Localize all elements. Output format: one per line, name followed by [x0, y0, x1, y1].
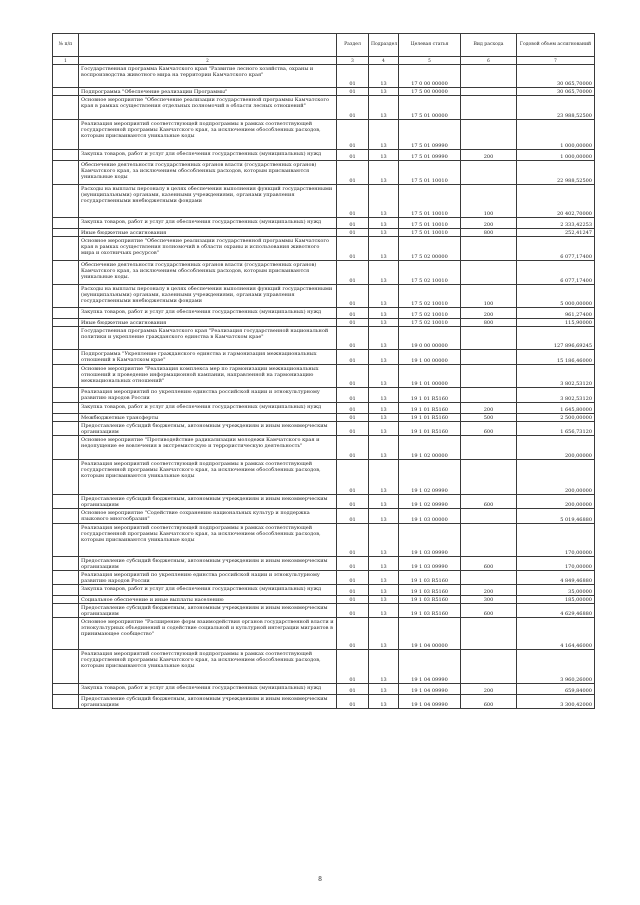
row-number-cell [53, 684, 79, 695]
row-number-cell [53, 388, 79, 403]
row-expense-type-cell: 600 [461, 557, 517, 571]
row-name-cell: Предоставление субсидий бюджетным, автономным учреждениям и иным некоммерческим организациям [79, 495, 337, 509]
row-amount-cell: 2 333,42253 [517, 218, 595, 229]
row-amount-cell: 3 802,53120 [517, 365, 595, 388]
row-expense-type-cell [461, 460, 517, 495]
row-number-cell [53, 327, 79, 350]
row-target-cell: 17 5 01 10010 [399, 161, 461, 185]
row-podrazdel-cell: 13 [369, 96, 399, 120]
row-name-cell: Государственная программа Камчатского края "Развитие лесного хозяйства, охраны и воспроизводства животного мира на территории Камчатского края" [79, 65, 337, 88]
table-row [53, 684, 595, 695]
row-name-cell: Закупка товаров, работ и услуг для обеспечения государственных (муниципальных) нужд [79, 585, 337, 596]
row-number-cell [53, 319, 79, 327]
row-name-cell: Реализация мероприятий соответствующей подпрограммы в рамках соответствующей государственной программы Камчатского края, за исключением обособленных расходов, которым присваиваются уникальные коды [79, 650, 337, 684]
row-expense-type-cell [461, 365, 517, 388]
row-target-cell: 17 5 02 10010 [399, 261, 461, 285]
table-row [53, 618, 595, 650]
row-razdel-cell: 01 [337, 403, 369, 414]
row-razdel-cell: 01 [337, 557, 369, 571]
row-razdel-cell: 01 [337, 185, 369, 218]
row-target-cell: 19 1 02 00000 [399, 436, 461, 460]
row-expense-type-cell [461, 96, 517, 120]
row-podrazdel-cell: 13 [369, 596, 399, 604]
row-expense-type-cell: 500 [461, 414, 517, 422]
header-number: № п/п [53, 34, 79, 57]
row-razdel-cell: 01 [337, 695, 369, 709]
row-amount-cell: 659,84000 [517, 684, 595, 695]
row-razdel-cell: 01 [337, 495, 369, 509]
table-row [53, 604, 595, 618]
row-name-cell: Подпрограмма "Укрепление гражданского единства и гармонизация межнациональных отношений в Камчатском крае" [79, 350, 337, 365]
row-razdel-cell: 01 [337, 229, 369, 237]
row-expense-type-cell: 600 [461, 695, 517, 709]
row-amount-cell: 4 164,46000 [517, 618, 595, 650]
row-podrazdel-cell: 13 [369, 695, 399, 709]
table-row [53, 150, 595, 161]
row-number-cell [53, 308, 79, 319]
table-row [53, 285, 595, 308]
row-target-cell: 17 5 01 10010 [399, 218, 461, 229]
row-name-cell: Основное мероприятие "Обеспечение реализации государственной программы Камчатского края в рамках осуществления отдельных полномочий в области лесных отношений" [79, 96, 337, 120]
table-row [53, 327, 595, 350]
row-number-cell [53, 695, 79, 709]
row-razdel-cell: 01 [337, 414, 369, 422]
column-number: 7 [517, 57, 595, 65]
row-name-cell: Закупка товаров, работ и услуг для обеспечения государственных (муниципальных) нужд [79, 684, 337, 695]
row-amount-cell: 30 065,70000 [517, 88, 595, 96]
row-target-cell: 19 1 02 09990 [399, 495, 461, 509]
row-target-cell: 19 1 01 R5160 [399, 403, 461, 414]
row-target-cell: 19 1 00 00000 [399, 350, 461, 365]
row-expense-type-cell: 100 [461, 285, 517, 308]
row-razdel-cell: 01 [337, 327, 369, 350]
row-target-cell: 17 5 02 10010 [399, 308, 461, 319]
row-target-cell: 17 5 01 09990 [399, 120, 461, 150]
table-row [53, 319, 595, 327]
table-row [53, 237, 595, 261]
row-target-cell: 19 1 03 09990 [399, 557, 461, 571]
row-podrazdel-cell: 13 [369, 571, 399, 585]
table-row [53, 350, 595, 365]
row-expense-type-cell: 100 [461, 185, 517, 218]
row-target-cell: 17 5 01 10010 [399, 229, 461, 237]
row-name-cell: Подпрограмма "Обеспечение реализации Программы" [79, 88, 337, 96]
table-row [53, 460, 595, 495]
row-target-cell: 19 1 01 R5160 [399, 388, 461, 403]
row-name-cell: Основное мероприятие "Реализация комплекса мер по гармонизации межнациональных отношений и проведение информационной кампании, направленной на гармонизацию межнациональных отношений" [79, 365, 337, 388]
row-podrazdel-cell: 13 [369, 285, 399, 308]
row-amount-cell: 252,41247 [517, 229, 595, 237]
row-podrazdel-cell: 13 [369, 585, 399, 596]
row-number-cell [53, 414, 79, 422]
row-amount-cell: 5 000,00000 [517, 285, 595, 308]
row-expense-type-cell: 300 [461, 596, 517, 604]
row-expense-type-cell [461, 509, 517, 524]
row-razdel-cell: 01 [337, 684, 369, 695]
row-expense-type-cell [461, 618, 517, 650]
row-name-cell: Расходы на выплаты персоналу в целях обеспечения выполнения функций государственными (муниципальными) органами, казенными учреждениями, органами управления государственными внебюджетными фондами [79, 185, 337, 218]
row-target-cell: 19 1 04 09990 [399, 684, 461, 695]
row-expense-type-cell: 600 [461, 422, 517, 436]
row-amount-cell: 1 000,00000 [517, 120, 595, 150]
table-row [53, 96, 595, 120]
row-target-cell: 17 5 01 10010 [399, 185, 461, 218]
row-expense-type-cell [461, 388, 517, 403]
row-razdel-cell: 01 [337, 509, 369, 524]
table-row [53, 161, 595, 185]
row-target-cell: 17 5 01 00000 [399, 96, 461, 120]
row-number-cell [53, 436, 79, 460]
table-row [53, 229, 595, 237]
row-podrazdel-cell: 13 [369, 604, 399, 618]
row-number-cell [53, 557, 79, 571]
row-amount-cell: 4 849,46880 [517, 571, 595, 585]
column-number: 6 [461, 57, 517, 65]
table-row [53, 422, 595, 436]
row-name-cell: Закупка товаров, работ и услуг для обеспечения государственных (муниципальных) нужд [79, 308, 337, 319]
row-number-cell [53, 218, 79, 229]
table-row [53, 120, 595, 150]
row-number-cell [53, 596, 79, 604]
row-expense-type-cell [461, 524, 517, 557]
row-amount-cell: 200,00000 [517, 436, 595, 460]
row-amount-cell: 127 896,69245 [517, 327, 595, 350]
row-name-cell: Социальное обеспечение и иные выплаты населению [79, 596, 337, 604]
row-amount-cell: 5 019,46880 [517, 509, 595, 524]
row-name-cell: Расходы на выплаты персоналу в целях обеспечения выполнения функций государственными (муниципальными) органами, казенными учреждениями, органами управления государственными внебюджетными фондами [79, 285, 337, 308]
row-name-cell: Предоставление субсидий бюджетным, автономным учреждениям и иным некоммерческим организациям [79, 422, 337, 436]
row-podrazdel-cell: 13 [369, 185, 399, 218]
row-target-cell: 19 1 03 R5160 [399, 571, 461, 585]
row-number-cell [53, 618, 79, 650]
table-row [53, 185, 595, 218]
row-amount-cell: 6 077,17400 [517, 261, 595, 285]
table-row [53, 403, 595, 414]
row-number-cell [53, 571, 79, 585]
row-name-cell: Предоставление субсидий бюджетным, автономным учреждениям и иным некоммерческим организациям [79, 604, 337, 618]
row-number-cell [53, 261, 79, 285]
row-amount-cell: 2 500,00000 [517, 414, 595, 422]
row-razdel-cell: 01 [337, 524, 369, 557]
row-target-cell: 17 5 01 09990 [399, 150, 461, 161]
row-target-cell: 19 0 00 00000 [399, 327, 461, 350]
row-amount-cell: 1 000,00000 [517, 150, 595, 161]
row-number-cell [53, 96, 79, 120]
table-row [53, 261, 595, 285]
row-amount-cell: 961,27400 [517, 308, 595, 319]
row-razdel-cell: 01 [337, 261, 369, 285]
row-podrazdel-cell: 13 [369, 237, 399, 261]
header-expense-type: Вид расхода [461, 34, 517, 57]
row-name-cell: Предоставление субсидий бюджетным, автономным учреждениям и иным некоммерческим организациям [79, 695, 337, 709]
column-number: 2 [79, 57, 337, 65]
row-number-cell [53, 237, 79, 261]
row-number-cell [53, 509, 79, 524]
column-number: 3 [337, 57, 369, 65]
row-podrazdel-cell: 13 [369, 319, 399, 327]
row-podrazdel-cell: 13 [369, 422, 399, 436]
row-target-cell: 17 5 02 00000 [399, 237, 461, 261]
row-number-cell [53, 650, 79, 684]
row-podrazdel-cell: 13 [369, 403, 399, 414]
row-number-cell [53, 285, 79, 308]
row-amount-cell: 3 300,42000 [517, 695, 595, 709]
row-number-cell [53, 161, 79, 185]
table-row [53, 436, 595, 460]
row-target-cell: 19 1 04 00000 [399, 618, 461, 650]
row-target-cell: 19 1 01 R5160 [399, 414, 461, 422]
row-number-cell [53, 524, 79, 557]
row-podrazdel-cell: 13 [369, 557, 399, 571]
row-name-cell: Обеспечение деятельности государственных органов власти (государственных органов) Камчатского края, за исключением обособленных расходов, которым присваиваются уникальные коды [79, 161, 337, 185]
row-podrazdel-cell: 13 [369, 365, 399, 388]
row-podrazdel-cell: 13 [369, 120, 399, 150]
row-razdel-cell: 01 [337, 308, 369, 319]
header-name [79, 34, 337, 57]
row-expense-type-cell: 200 [461, 403, 517, 414]
row-podrazdel-cell: 13 [369, 350, 399, 365]
table-row [53, 557, 595, 571]
header-razdel: Раздел [337, 34, 369, 57]
row-target-cell: 19 1 03 R5160 [399, 596, 461, 604]
row-razdel-cell: 01 [337, 96, 369, 120]
table-row [53, 88, 595, 96]
table-row [53, 388, 595, 403]
row-amount-cell: 1 645,80000 [517, 403, 595, 414]
row-expense-type-cell: 600 [461, 604, 517, 618]
row-number-cell [53, 229, 79, 237]
row-amount-cell: 170,00000 [517, 557, 595, 571]
row-number-cell [53, 403, 79, 414]
row-podrazdel-cell: 13 [369, 495, 399, 509]
row-podrazdel-cell: 13 [369, 524, 399, 557]
row-target-cell: 17 5 00 00000 [399, 88, 461, 96]
row-amount-cell: 30 065,70000 [517, 65, 595, 88]
row-target-cell: 19 1 01 00000 [399, 365, 461, 388]
row-expense-type-cell: 800 [461, 319, 517, 327]
budget-sheet [52, 33, 594, 709]
row-razdel-cell: 01 [337, 618, 369, 650]
row-name-cell: Межбюджетные трансферты [79, 414, 337, 422]
row-razdel-cell: 01 [337, 218, 369, 229]
row-amount-cell: 1 656,73120 [517, 422, 595, 436]
row-razdel-cell: 01 [337, 436, 369, 460]
row-amount-cell: 170,00000 [517, 524, 595, 557]
table-row [53, 585, 595, 596]
row-expense-type-cell [461, 161, 517, 185]
row-name-cell: Закупка товаров, работ и услуг для обеспечения государственных (муниципальных) нужд [79, 403, 337, 414]
row-podrazdel-cell: 13 [369, 460, 399, 495]
row-number-cell [53, 585, 79, 596]
header-target: Целевая статья [399, 34, 461, 57]
table-row [53, 495, 595, 509]
row-name-cell: Основное мероприятие "Расширение форм взаимодействия органов государственной власти и этнокультурных объединений и содействие социальной и культурной интеграции мигрантов в принимающее сообщество" [79, 618, 337, 650]
row-name-cell: Реализация мероприятий соответствующей подпрограммы в рамках соответствующей государственной программы Камчатского края, за исключением обособленных расходов, которым присваиваются уникальные коды [79, 120, 337, 150]
row-number-cell [53, 422, 79, 436]
table-row [53, 65, 595, 88]
row-razdel-cell: 01 [337, 237, 369, 261]
row-number-cell [53, 460, 79, 495]
table-row [53, 571, 595, 585]
row-podrazdel-cell: 13 [369, 618, 399, 650]
row-amount-cell: 185,00000 [517, 596, 595, 604]
row-expense-type-cell [461, 327, 517, 350]
row-podrazdel-cell: 13 [369, 684, 399, 695]
row-podrazdel-cell: 13 [369, 150, 399, 161]
budget-table [52, 33, 595, 709]
row-podrazdel-cell: 13 [369, 650, 399, 684]
row-name-cell: Реализация мероприятий соответствующей подпрограммы в рамках соответствующей государственной программы Камчатского края, за исключением обособленных расходов, которым присваиваются уникальные коды [79, 460, 337, 495]
row-number-cell [53, 120, 79, 150]
row-name-cell: Государственная программа Камчатского края "Реализация государственной национальной политики и укрепление гражданского единства в Камчатском крае" [79, 327, 337, 350]
page-number: 8 [318, 876, 322, 883]
row-razdel-cell: 01 [337, 319, 369, 327]
row-expense-type-cell: 800 [461, 229, 517, 237]
row-target-cell: 19 1 02 09990 [399, 460, 461, 495]
column-number-row [53, 57, 595, 65]
row-razdel-cell: 01 [337, 161, 369, 185]
row-number-cell [53, 185, 79, 218]
header-podrazdel: Подраздел [369, 34, 399, 57]
row-expense-type-cell [461, 88, 517, 96]
row-name-cell: Закупка товаров, работ и услуг для обеспечения государственных (муниципальных) нужд [79, 218, 337, 229]
row-number-cell [53, 365, 79, 388]
row-podrazdel-cell: 13 [369, 229, 399, 237]
row-number-cell [53, 88, 79, 96]
row-amount-cell: 6 077,17400 [517, 237, 595, 261]
row-amount-cell: 23 988,52500 [517, 96, 595, 120]
row-podrazdel-cell: 13 [369, 414, 399, 422]
row-expense-type-cell [461, 65, 517, 88]
row-podrazdel-cell: 13 [369, 65, 399, 88]
row-name-cell: Реализация мероприятий соответствующей подпрограммы в рамках соответствующей государственной программы Камчатского края, за исключением обособленных расходов, которым присваиваются уникальные коды [79, 524, 337, 557]
row-name-cell: Иные бюджетные ассигнования [79, 229, 337, 237]
row-razdel-cell: 01 [337, 650, 369, 684]
row-podrazdel-cell: 13 [369, 308, 399, 319]
row-razdel-cell: 01 [337, 596, 369, 604]
row-amount-cell: 35,00000 [517, 585, 595, 596]
table-row [53, 509, 595, 524]
table-header-row [53, 34, 595, 57]
row-expense-type-cell [461, 350, 517, 365]
row-name-cell: Предоставление субсидий бюджетным, автономным учреждениям и иным некоммерческим организациям [79, 557, 337, 571]
header-amount: Годовой объем ассигнований [517, 34, 595, 57]
table-row [53, 524, 595, 557]
row-razdel-cell: 01 [337, 571, 369, 585]
row-target-cell: 19 1 04 09990 [399, 650, 461, 684]
column-number: 1 [53, 57, 79, 65]
row-razdel-cell: 01 [337, 585, 369, 596]
row-amount-cell: 3 960,26000 [517, 650, 595, 684]
row-target-cell: 19 1 04 09990 [399, 695, 461, 709]
row-razdel-cell: 01 [337, 422, 369, 436]
row-expense-type-cell [461, 650, 517, 684]
row-razdel-cell: 01 [337, 388, 369, 403]
row-podrazdel-cell: 13 [369, 509, 399, 524]
table-row [53, 695, 595, 709]
row-name-cell: Основное мероприятие "Содействие сохранению национальных культур и поддержка языкового многообразия" [79, 509, 337, 524]
row-target-cell: 19 1 01 R5160 [399, 422, 461, 436]
row-number-cell [53, 604, 79, 618]
row-expense-type-cell: 200 [461, 684, 517, 695]
row-razdel-cell: 01 [337, 150, 369, 161]
row-razdel-cell: 01 [337, 120, 369, 150]
row-target-cell: 19 1 03 R5160 [399, 585, 461, 596]
row-podrazdel-cell: 13 [369, 388, 399, 403]
row-podrazdel-cell: 13 [369, 88, 399, 96]
table-row [53, 650, 595, 684]
row-amount-cell: 20 402,70000 [517, 185, 595, 218]
row-name-cell: Обеспечение деятельности государственных органов власти (государственных органов) Камчатского края, за исключением обособленных расходов, которым присваиваются уникальные коды. [79, 261, 337, 285]
row-expense-type-cell: 200 [461, 308, 517, 319]
row-razdel-cell: 01 [337, 285, 369, 308]
row-target-cell: 19 1 03 00000 [399, 509, 461, 524]
row-expense-type-cell: 200 [461, 150, 517, 161]
row-name-cell: Закупка товаров, работ и услуг для обеспечения государственных (муниципальных) нужд [79, 150, 337, 161]
table-row [53, 308, 595, 319]
row-number-cell [53, 350, 79, 365]
row-expense-type-cell [461, 436, 517, 460]
row-expense-type-cell [461, 261, 517, 285]
row-target-cell: 17 0 00 00000 [399, 65, 461, 88]
row-podrazdel-cell: 13 [369, 327, 399, 350]
row-target-cell: 19 1 03 R5160 [399, 604, 461, 618]
row-name-cell: Реализация мероприятий по укреплению единства российской нации и этнокультурному развитию народов России [79, 388, 337, 403]
row-amount-cell: 4 629,46880 [517, 604, 595, 618]
row-amount-cell: 200,00000 [517, 460, 595, 495]
table-row [53, 365, 595, 388]
table-row [53, 414, 595, 422]
row-razdel-cell: 01 [337, 65, 369, 88]
row-podrazdel-cell: 13 [369, 161, 399, 185]
row-name-cell: Основное мероприятие "Противодействие радикализации молодежи Камчатского края и недопущение ее вовлечения в экстремистскую и террористическую деятельность" [79, 436, 337, 460]
row-razdel-cell: 01 [337, 88, 369, 96]
row-expense-type-cell: 600 [461, 495, 517, 509]
row-amount-cell: 200,00000 [517, 495, 595, 509]
row-name-cell: Основное мероприятие "Обеспечение реализации государственной программы Камчатского края в рамках осуществления полномочий в области охраны и использования животного мира и охотничьих ресурсов" [79, 237, 337, 261]
row-amount-cell: 115,90000 [517, 319, 595, 327]
row-razdel-cell: 01 [337, 604, 369, 618]
row-target-cell: 17 5 02 10010 [399, 285, 461, 308]
row-expense-type-cell [461, 237, 517, 261]
column-number: 4 [369, 57, 399, 65]
row-razdel-cell: 01 [337, 350, 369, 365]
row-name-cell: Иные бюджетные ассигнования [79, 319, 337, 327]
row-amount-cell: 22 988,52500 [517, 161, 595, 185]
row-target-cell: 17 5 02 10010 [399, 319, 461, 327]
row-expense-type-cell: 200 [461, 218, 517, 229]
row-name-cell: Реализация мероприятий по укреплению единства российской нации и этнокультурному развитию народов России [79, 571, 337, 585]
row-expense-type-cell [461, 571, 517, 585]
column-number: 5 [399, 57, 461, 65]
row-number-cell [53, 150, 79, 161]
row-razdel-cell: 01 [337, 460, 369, 495]
row-expense-type-cell [461, 120, 517, 150]
row-amount-cell: 15 186,46000 [517, 350, 595, 365]
row-number-cell [53, 65, 79, 88]
table-row [53, 218, 595, 229]
row-number-cell [53, 495, 79, 509]
row-podrazdel-cell: 13 [369, 261, 399, 285]
row-razdel-cell: 01 [337, 365, 369, 388]
row-podrazdel-cell: 13 [369, 436, 399, 460]
row-target-cell: 19 1 03 09990 [399, 524, 461, 557]
table-row [53, 596, 595, 604]
row-expense-type-cell: 200 [461, 585, 517, 596]
row-amount-cell: 3 802,53120 [517, 388, 595, 403]
row-podrazdel-cell: 13 [369, 218, 399, 229]
